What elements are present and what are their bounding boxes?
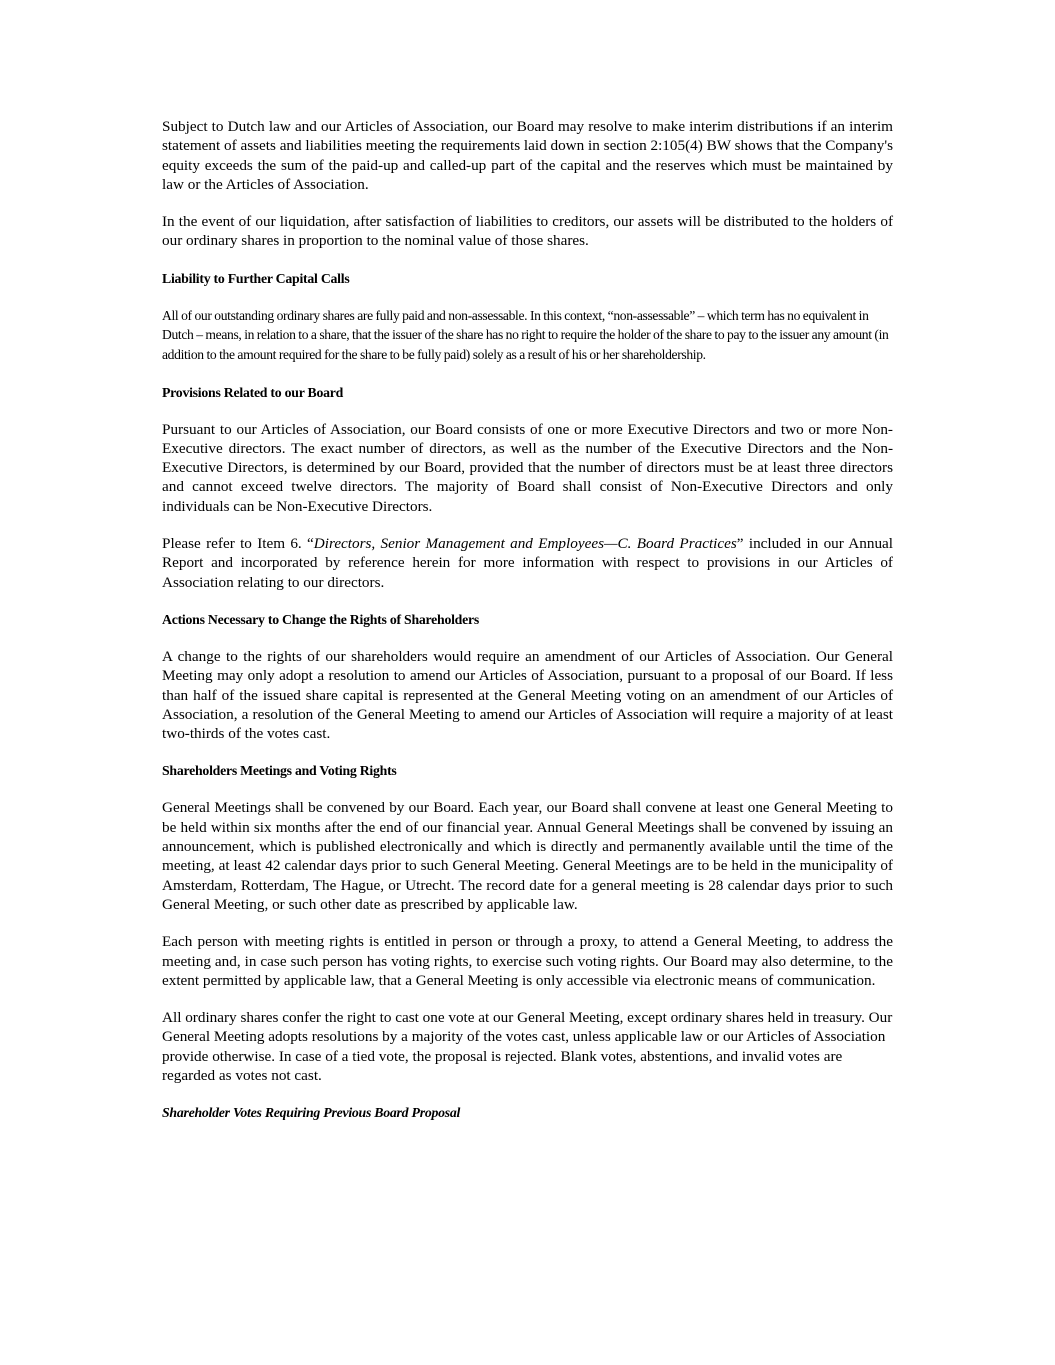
paragraph-amendment-articles: A change to the rights of our shareholders would require an amendment of our Articles of Association. Our General Meeting may only adopt a resolution to amend our Articles of Association, pursuant to a proposal of our Board. If less than half of the issued share capital is represented at the General Meeting voting on an amendment of our Articles of Association, a resolution of the General Meeting to amend our Articles of Association will require a majority of at least two-thirds of the votes cast. [162,647,893,743]
paragraph-meeting-rights: Each person with meeting rights is entitled in person or through a proxy, to attend a General Meeting, to address the meeting and, in case such person has voting rights, to exercise such voting rights. Our Board may also determine, to the extent permitted by applicable law, that a General Meeting is only accessible via electronic means of communication. [162,933,893,989]
reference-text-after: ” included in our Annual Report and incorporated by reference herein for more information with respect to provisions in our Articles of Association relating to our directors. [162,535,894,591]
heading-votes-board-proposal: Shareholder Votes Requiring Previous Board Proposal [162,1105,461,1121]
paragraph-liquidation: In the event of our liquidation, after satisfaction of liabilities to creditors, our assets will be distributed to the holders of our ordinary shares in proportion to the nominal value of those shares. [162,213,893,250]
heading-meetings-voting-rights: Shareholders Meetings and Voting Rights [162,763,397,779]
reference-text-before: Please refer to Item 6. “ [162,535,314,553]
paragraph-non-assessable: All of our outstanding ordinary shares are fully paid and non-assessable. In this context, “non-assessable” – which term has no equivalent in Dutch – means, in relation to a share, that the issuer of the share has no right to require the holder of the share to pay to the issuer any amount (in addition to the amount required for the share to be fully paid) solely as a result of his or her shareholdership. [162,307,889,362]
heading-board-provisions: Provisions Related to our Board [162,384,344,400]
paragraph-voting: All ordinary shares confer the right to cast one vote at our General Meeting, except ordinary shares held in treasury. Our General Meeting adopts resolutions by a majority of the votes cast, unless applicable law or our Articles of Association provide otherwise. In case of a tied vote, the proposal is rejected. Blank votes, abstentions, and invalid votes are regarded as votes not cast. [162,1009,893,1084]
reference-italic-title: Directors, Senior Management and Employees—C. Board Practices [313,535,737,553]
document-page [162,117,893,1140]
paragraph-interim-distributions: Subject to Dutch law and our Articles of Association, our Board may resolve to make interim distributions if an interim statement of assets and liabilities meeting the requirements laid down in section 2:105(4) BW shows that the Company's equity exceeds the sum of the paid-up and called-up part of the capital and the reserves which must be maintained by law or the Articles of Association. [162,118,893,193]
paragraph-board-composition: Pursuant to our Articles of Association, our Board consists of one or more Executive Directors and two or more Non-Executive directors. The exact number of directors, as well as the number of the Executive Directors and the Non-Executive Directors, is determined by our Board, provided that the number of directors must be at least three directors and cannot exceed twelve directors. The majority of Board shall consist of Non-Executive Directors and only individuals can be Non-Executive Directors. [162,420,893,515]
heading-liability-capital-calls: Liability to Further Capital Calls [162,270,350,286]
paragraph-item-6-reference [162,534,893,592]
paragraph-general-meetings: General Meetings shall be convened by our Board. Each year, our Board shall convene at least one General Meeting to be held within six months after the end of our financial year. Annual General Meetings shall be convened by issuing an announcement, which is published electronically and which is directly and permanently available until the time of the meeting, at least 42 calendar days prior to such General Meeting. General Meetings are to be held in the municipality of Amsterdam, Rotterdam, The Hague, or Utrecht. The record date for a general meeting is 28 calendar days prior to such General Meeting, or such other date as prescribed by applicable law. [162,799,893,913]
heading-change-shareholder-rights: Actions Necessary to Change the Rights of Shareholders [162,611,479,627]
